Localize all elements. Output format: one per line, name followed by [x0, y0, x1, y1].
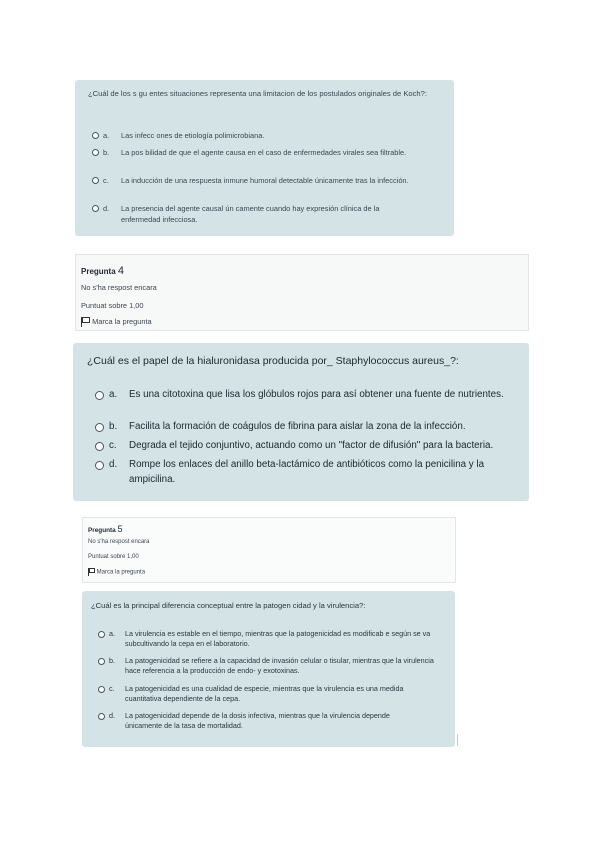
radio-button[interactable] — [98, 631, 105, 638]
q3-option-c[interactable]: c. La inducción de una respuesta inmune humoral detectable únicamente tras la infección. — [92, 175, 412, 186]
flag-icon — [88, 568, 95, 576]
flag-question-link[interactable]: Marca la pregunta — [81, 317, 152, 327]
radio-button[interactable] — [95, 461, 104, 470]
question-5-info — [82, 517, 456, 583]
question-5-card — [82, 591, 455, 747]
flag-icon — [81, 317, 90, 327]
q3-option-a[interactable]: a. Las infecc ones de etiología polimicrobiana. — [92, 130, 442, 141]
q5-option-d[interactable]: d. La patogenicidad depende de la dosis infectiva, mientras que la virulencia depende únicamente de la tasa de mortalidad. — [98, 711, 428, 732]
q4-option-a[interactable]: a. Es una citotoxina que lisa los glóbulos rojos para así obtener una fuente de nutrientes. — [95, 388, 515, 403]
q4-option-d[interactable]: d. Rompe los enlaces del anillo beta-lactámico de antibióticos como la penicilina y la ampicilina. — [95, 458, 515, 487]
radio-button[interactable] — [95, 442, 104, 451]
score-text: Puntuat sobre 1,00 — [81, 301, 144, 310]
radio-button[interactable] — [95, 391, 104, 400]
q3-option-b[interactable]: b. La pos bilidad de que el agente causa en el caso de enfermedades virales sea filtrable. — [92, 147, 412, 158]
question-number-label: Pregunta 4 — [81, 265, 125, 277]
q5-option-a[interactable]: a. La virulencia es estable en el tiempo, mientras que la patogenicidad es modificab e según se va subcultivando la cepa en el laboratorio. — [98, 629, 446, 650]
question-3-text: ¿Cuál de los s gu entes situaciones representa una limitacion de los postulados originales de Koch?: — [88, 89, 427, 98]
question-4-card — [73, 343, 529, 501]
question-4-info — [75, 254, 529, 331]
q5-option-b[interactable]: b. La patogenicidad se refiere a la capacidad de invasión celular o tisular, mientras que la virulencia hace referencia a la producción de endo- y exotoxinas. — [98, 656, 446, 677]
answer-status: No s'ha respost encara — [81, 283, 157, 292]
question-number-label: Pregunta 5 — [88, 524, 123, 534]
radio-button[interactable] — [92, 177, 99, 184]
q5-option-c[interactable]: c. La patogenicidad es una cualidad de especie, mientras que la virulencia es una medida cuantitativa dependiente de la cepa. — [98, 684, 418, 705]
scrollbar-fragment — [457, 734, 460, 746]
answer-status: No s'ha respost encara — [88, 539, 150, 545]
radio-button[interactable] — [98, 713, 105, 720]
radio-button[interactable] — [92, 205, 99, 212]
radio-button[interactable] — [95, 423, 104, 432]
radio-button[interactable] — [98, 686, 105, 693]
q4-option-b[interactable]: b. Facilita la formación de coágulos de fibrina para aislar la zona de la infección. — [95, 420, 515, 435]
score-text: Puntuat sobre 1,00 — [88, 554, 139, 560]
q3-option-d[interactable]: d. La presencia del agente causal ún camente cuando hay expresión clínica de la enfermedad infecciosa. — [92, 203, 412, 225]
radio-button[interactable] — [98, 658, 105, 665]
question-3-card — [75, 80, 454, 236]
flag-question-link[interactable]: Marca la pregunta — [88, 568, 145, 576]
q4-option-c[interactable]: c. Degrada el tejido conjuntivo, actuando como un "factor de difusión" para la bacteria. — [95, 439, 525, 454]
radio-button[interactable] — [92, 149, 99, 156]
question-5-text: ¿Cuál es la principal diferencia conceptual entre la patogen cidad y la virulencia?: — [91, 601, 366, 610]
question-4-text: ¿Cuál es el papel de la hialuronidasa producida por_ Staphylococcus aureus_?: — [87, 355, 459, 367]
radio-button[interactable] — [92, 132, 99, 139]
